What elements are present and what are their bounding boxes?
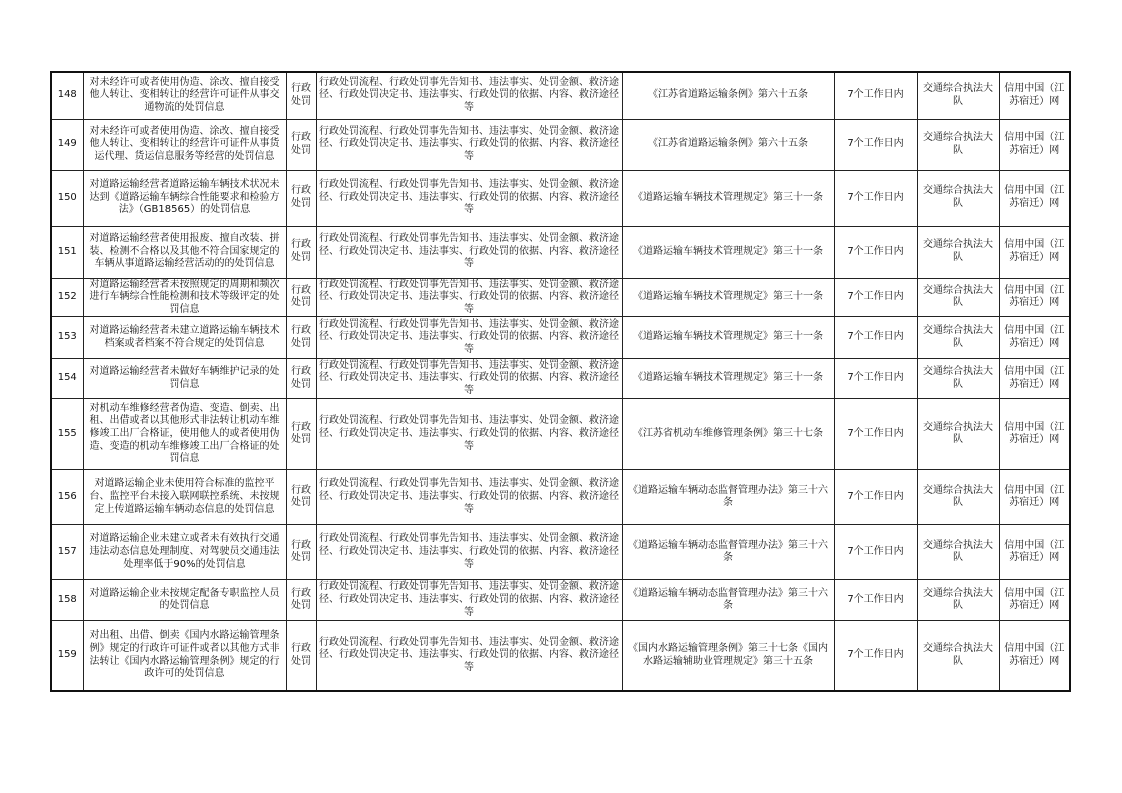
- row-number: 153: [51, 317, 83, 359]
- table-body: [51, 72, 1070, 691]
- item-category: 行政处罚: [286, 226, 316, 278]
- table-row: [51, 359, 1070, 399]
- table-row: [51, 399, 1070, 470]
- legal-basis: 《国内水路运输管理条例》第三十七条《国内水路运输辅助业管理规定》第三十五条: [622, 621, 834, 691]
- disclosure-time-limit: 7个工作日内: [834, 226, 917, 278]
- item-name: 对道路运输企业未建立或者未有效执行交通违法动态信息处理制度、对驾驶员交通违法处理率低于90%的处罚信息: [83, 525, 286, 580]
- item-name: 对未经许可或者使用伪造、涂改、擅自接受他人转让、变相转让的经营许可证件从事货运代理、货运信息服务等经营的处罚信息: [83, 119, 286, 170]
- disclosure-subject: 交通综合执法大队: [917, 621, 999, 691]
- disclosure-time-limit: 7个工作日内: [834, 470, 917, 525]
- row-number: 159: [51, 621, 83, 691]
- item-category: 行政处罚: [286, 621, 316, 691]
- disclosure-channel: 信用中国（江苏宿迁）网: [999, 399, 1070, 470]
- legal-basis: 《道路运输车辆技术管理规定》第三十一条: [622, 317, 834, 359]
- disclosure-subject: 交通综合执法大队: [917, 226, 999, 278]
- item-name: 对机动车维修经营者伪造、变造、倒卖、出租、出借或者以其他形式非法转让机动车维修竣工出厂合格证，使用他人的或者使用伪造、变造的机动车维修竣工出厂合格证的处罚信息: [83, 399, 286, 470]
- legal-basis: 《道路运输车辆动态监督管理办法》第三十六条: [622, 525, 834, 580]
- disclosure-subject: 交通综合执法大队: [917, 399, 999, 470]
- legal-basis: 《道路运输车辆动态监督管理办法》第三十六条: [622, 580, 834, 621]
- row-number: 152: [51, 278, 83, 317]
- table-row: [51, 621, 1070, 691]
- disclosure-time-limit: 7个工作日内: [834, 278, 917, 317]
- legal-basis: 《道路运输车辆动态监督管理办法》第三十六条: [622, 470, 834, 525]
- disclosure-channel: 信用中国（江苏宿迁）网: [999, 359, 1070, 399]
- item-category: 行政处罚: [286, 525, 316, 580]
- disclosure-time-limit: 7个工作日内: [834, 580, 917, 621]
- disclosure-time-limit: 7个工作日内: [834, 399, 917, 470]
- item-name: 对未经许可或者使用伪造、涂改、擅自接受他人转让、变相转让的经营许可证件从事交通物流的处罚信息: [83, 72, 286, 119]
- row-number: 154: [51, 359, 83, 399]
- disclosure-subject: 交通综合执法大队: [917, 72, 999, 119]
- legal-basis: 《道路运输车辆技术管理规定》第三十一条: [622, 359, 834, 399]
- legal-basis: 《道路运输车辆技术管理规定》第三十一条: [622, 170, 834, 226]
- disclosure-subject: 交通综合执法大队: [917, 359, 999, 399]
- disclosure-content: 行政处罚流程、行政处罚事先告知书、违法事实、处罚金额、救济途径、行政处罚决定书、违法事实、行政处罚的依据、内容、救济途径等: [316, 399, 622, 470]
- row-number: 157: [51, 525, 83, 580]
- disclosure-channel: 信用中国（江苏宿迁）网: [999, 317, 1070, 359]
- table-row: [51, 470, 1070, 525]
- table-row: [51, 72, 1070, 119]
- disclosure-content: 行政处罚流程、行政处罚事先告知书、违法事实、处罚金额、救济途径、行政处罚决定书、违法事实、行政处罚的依据、内容、救济途径等: [316, 359, 622, 399]
- row-number: 149: [51, 119, 83, 170]
- table-row: [51, 226, 1070, 278]
- disclosure-time-limit: 7个工作日内: [834, 170, 917, 226]
- item-name: 对道路运输企业未按规定配备专职监控人员的处罚信息: [83, 580, 286, 621]
- item-name: 对道路运输经营者道路运输车辆技术状况未达到《道路运输车辆综合性能要求和检验方法》（GB18565）的处罚信息: [83, 170, 286, 226]
- legal-basis: 《江苏省道路运输条例》第六十五条: [622, 72, 834, 119]
- item-category: 行政处罚: [286, 72, 316, 119]
- item-name: 对出租、出借、倒卖《国内水路运输管理条例》规定的行政许可证件或者以其他方式非法转让《国内水路运输管理条例》规定的行政许可的处罚信息: [83, 621, 286, 691]
- row-number: 148: [51, 72, 83, 119]
- row-number: 151: [51, 226, 83, 278]
- disclosure-content: 行政处罚流程、行政处罚事先告知书、违法事实、处罚金额、救济途径、行政处罚决定书、违法事实、行政处罚的依据、内容、救济途径等: [316, 621, 622, 691]
- disclosure-content: 行政处罚流程、行政处罚事先告知书、违法事实、处罚金额、救济途径、行政处罚决定书、违法事实、行政处罚的依据、内容、救济途径等: [316, 278, 622, 317]
- legal-basis: 《江苏省道路运输条例》第六十五条: [622, 119, 834, 170]
- disclosure-subject: 交通综合执法大队: [917, 278, 999, 317]
- item-name: 对道路运输经营者未建立道路运输车辆技术档案或者档案不符合规定的处罚信息: [83, 317, 286, 359]
- disclosure-channel: 信用中国（江苏宿迁）网: [999, 580, 1070, 621]
- item-category: 行政处罚: [286, 317, 316, 359]
- legal-basis: 《道路运输车辆技术管理规定》第三十一条: [622, 226, 834, 278]
- item-name: 对道路运输企业未使用符合标准的监控平台、监控平台未接入联网联控系统、未按规定上传道路运输车辆动态信息的处罚信息: [83, 470, 286, 525]
- item-category: 行政处罚: [286, 399, 316, 470]
- disclosure-content: 行政处罚流程、行政处罚事先告知书、违法事实、处罚金额、救济途径、行政处罚决定书、违法事实、行政处罚的依据、内容、救济途径等: [316, 170, 622, 226]
- disclosure-subject: 交通综合执法大队: [917, 580, 999, 621]
- table-row: [51, 317, 1070, 359]
- item-category: 行政处罚: [286, 470, 316, 525]
- disclosure-time-limit: 7个工作日内: [834, 359, 917, 399]
- table-row: [51, 278, 1070, 317]
- table-row: [51, 170, 1070, 226]
- disclosure-time-limit: 7个工作日内: [834, 525, 917, 580]
- disclosure-content: 行政处罚流程、行政处罚事先告知书、违法事实、处罚金额、救济途径、行政处罚决定书、违法事实、行政处罚的依据、内容、救济途径等: [316, 317, 622, 359]
- item-name: 对道路运输经营者未做好车辆维护记录的处罚信息: [83, 359, 286, 399]
- item-category: 行政处罚: [286, 359, 316, 399]
- disclosure-content: 行政处罚流程、行政处罚事先告知书、违法事实、处罚金额、救济途径、行政处罚决定书、违法事实、行政处罚的依据、内容、救济途径等: [316, 119, 622, 170]
- disclosure-channel: 信用中国（江苏宿迁）网: [999, 278, 1070, 317]
- row-number: 156: [51, 470, 83, 525]
- disclosure-channel: 信用中国（江苏宿迁）网: [999, 621, 1070, 691]
- row-number: 150: [51, 170, 83, 226]
- disclosure-content: 行政处罚流程、行政处罚事先告知书、违法事实、处罚金额、救济途径、行政处罚决定书、违法事实、行政处罚的依据、内容、救济途径等: [316, 580, 622, 621]
- disclosure-content: 行政处罚流程、行政处罚事先告知书、违法事实、处罚金额、救济途径、行政处罚决定书、违法事实、行政处罚的依据、内容、救济途径等: [316, 226, 622, 278]
- table-row: [51, 525, 1070, 580]
- disclosure-channel: 信用中国（江苏宿迁）网: [999, 470, 1070, 525]
- disclosure-channel: 信用中国（江苏宿迁）网: [999, 72, 1070, 119]
- item-category: 行政处罚: [286, 580, 316, 621]
- legal-basis: 《道路运输车辆技术管理规定》第三十一条: [622, 278, 834, 317]
- disclosure-channel: 信用中国（江苏宿迁）网: [999, 525, 1070, 580]
- disclosure-content: 行政处罚流程、行政处罚事先告知书、违法事实、处罚金额、救济途径、行政处罚决定书、违法事实、行政处罚的依据、内容、救济途径等: [316, 470, 622, 525]
- row-number: 158: [51, 580, 83, 621]
- disclosure-time-limit: 7个工作日内: [834, 317, 917, 359]
- disclosure-time-limit: 7个工作日内: [834, 621, 917, 691]
- disclosure-subject: 交通综合执法大队: [917, 170, 999, 226]
- item-category: 行政处罚: [286, 119, 316, 170]
- disclosure-content: 行政处罚流程、行政处罚事先告知书、违法事实、处罚金额、救济途径、行政处罚决定书、违法事实、行政处罚的依据、内容、救济途径等: [316, 72, 622, 119]
- row-number: 155: [51, 399, 83, 470]
- disclosure-subject: 交通综合执法大队: [917, 119, 999, 170]
- disclosure-table: [50, 71, 1071, 692]
- item-category: 行政处罚: [286, 170, 316, 226]
- table-row: [51, 119, 1070, 170]
- item-category: 行政处罚: [286, 278, 316, 317]
- table-row: [51, 580, 1070, 621]
- item-name: 对道路运输经营者使用报废、擅自改装、拼装、检测不合格以及其他不符合国家规定的车辆从事道路运输经营活动的的处罚信息: [83, 226, 286, 278]
- disclosure-channel: 信用中国（江苏宿迁）网: [999, 170, 1070, 226]
- disclosure-time-limit: 7个工作日内: [834, 119, 917, 170]
- disclosure-channel: 信用中国（江苏宿迁）网: [999, 226, 1070, 278]
- disclosure-channel: 信用中国（江苏宿迁）网: [999, 119, 1070, 170]
- disclosure-subject: 交通综合执法大队: [917, 317, 999, 359]
- disclosure-subject: 交通综合执法大队: [917, 525, 999, 580]
- disclosure-subject: 交通综合执法大队: [917, 470, 999, 525]
- disclosure-content: 行政处罚流程、行政处罚事先告知书、违法事实、处罚金额、救济途径、行政处罚决定书、违法事实、行政处罚的依据、内容、救济途径等: [316, 525, 622, 580]
- disclosure-time-limit: 7个工作日内: [834, 72, 917, 119]
- legal-basis: 《江苏省机动车维修管理条例》第三十七条: [622, 399, 834, 470]
- item-name: 对道路运输经营者未按照规定的周期和频次进行车辆综合性能检测和技术等级评定的处罚信息: [83, 278, 286, 317]
